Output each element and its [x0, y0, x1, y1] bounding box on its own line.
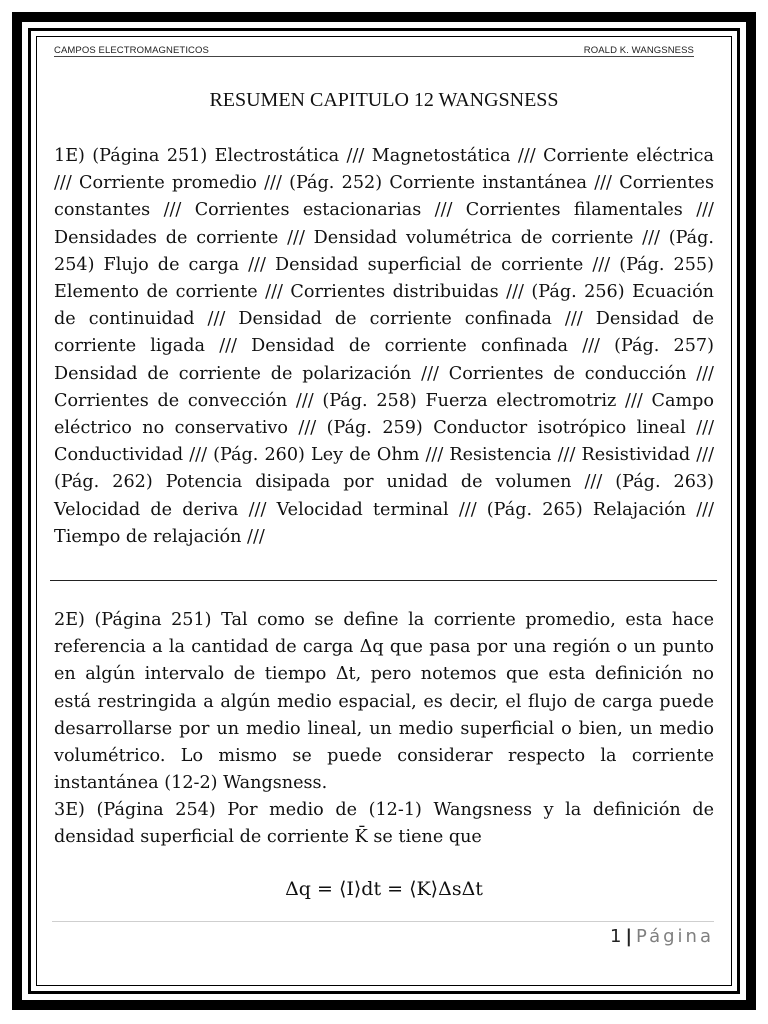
footer-divider [52, 921, 714, 922]
document-title: RESUMEN CAPITULO 12 WANGSNESS [209, 89, 559, 111]
header-divider [54, 56, 694, 57]
header-right-text: ROALD K. WANGSNESS [583, 45, 694, 56]
paragraph-3e: 3E) (Página 254) Por medio de (12-1) Wangsness y la definición de densidad superficial de corriente K̄ se tiene que [54, 800, 714, 848]
section-divider [50, 580, 717, 581]
page-footer [610, 926, 714, 947]
page-word: Página [636, 926, 714, 947]
page-number: 1 [610, 926, 622, 947]
header-left-text: CAMPOS ELECTROMAGNETICOS [54, 45, 209, 56]
footer-separator: | [625, 926, 633, 947]
equation: Δq = ⟨I⟩dt = ⟨K⟩ΔsΔt [285, 878, 483, 900]
paragraph-2e: 2E) (Página 251) Tal como se define la corriente promedio, esta hace referencia a la cantidad de carga Δq que pasa por una región o un punto en algún intervalo de tiempo Δt, pero notemos que esta definición no está restringida a algún medio espacial, es decir, el flujo de carga puede desarrollarse por un medio lineal, un medio superficial o bien, un medio volumétrico. Lo mismo se puede considerar respecto la corriente instantánea (12-2) Wangsness. [54, 610, 714, 794]
paragraph-1e: 1E) (Página 251) Electrostática /// Magnetostática /// Corriente eléctrica /// Corriente promedio /// (Pág. 252) Corriente instantánea /// Corrientes constantes /// Corrientes estacionarias /// Corrientes filamentales /// Densidades de corriente /// Densidad volumétrica de corriente /// (Pág. 254) Flujo de carga /// Densidad superficial de corriente /// (Pág. 255) Elemento de corriente /// Corrientes distribuidas /// (Pág. 256) Ecuación de continuidad /// Densidad de corriente confinada /// Densidad de corriente ligada /// Densidad de corriente confinada /// (Pág. 257) Densidad de corriente de polarización /// Corrientes de conducción /// Corrientes de convección /// (Pág. 258) Fuerza electromotriz /// Campo eléctrico no conservativo /// (Pág. 259) Conductor isotrópico lineal /// Conductividad /// (Pág. 260) Ley de Ohm /// Resistencia /// Resistividad /// (Pág. 262) Potencia disipada por unidad de volumen /// (Pág. 263) Velocidad de deriva /// Velocidad terminal /// (Pág. 265) Relajación /// Tiempo de relajación /// [54, 146, 714, 547]
